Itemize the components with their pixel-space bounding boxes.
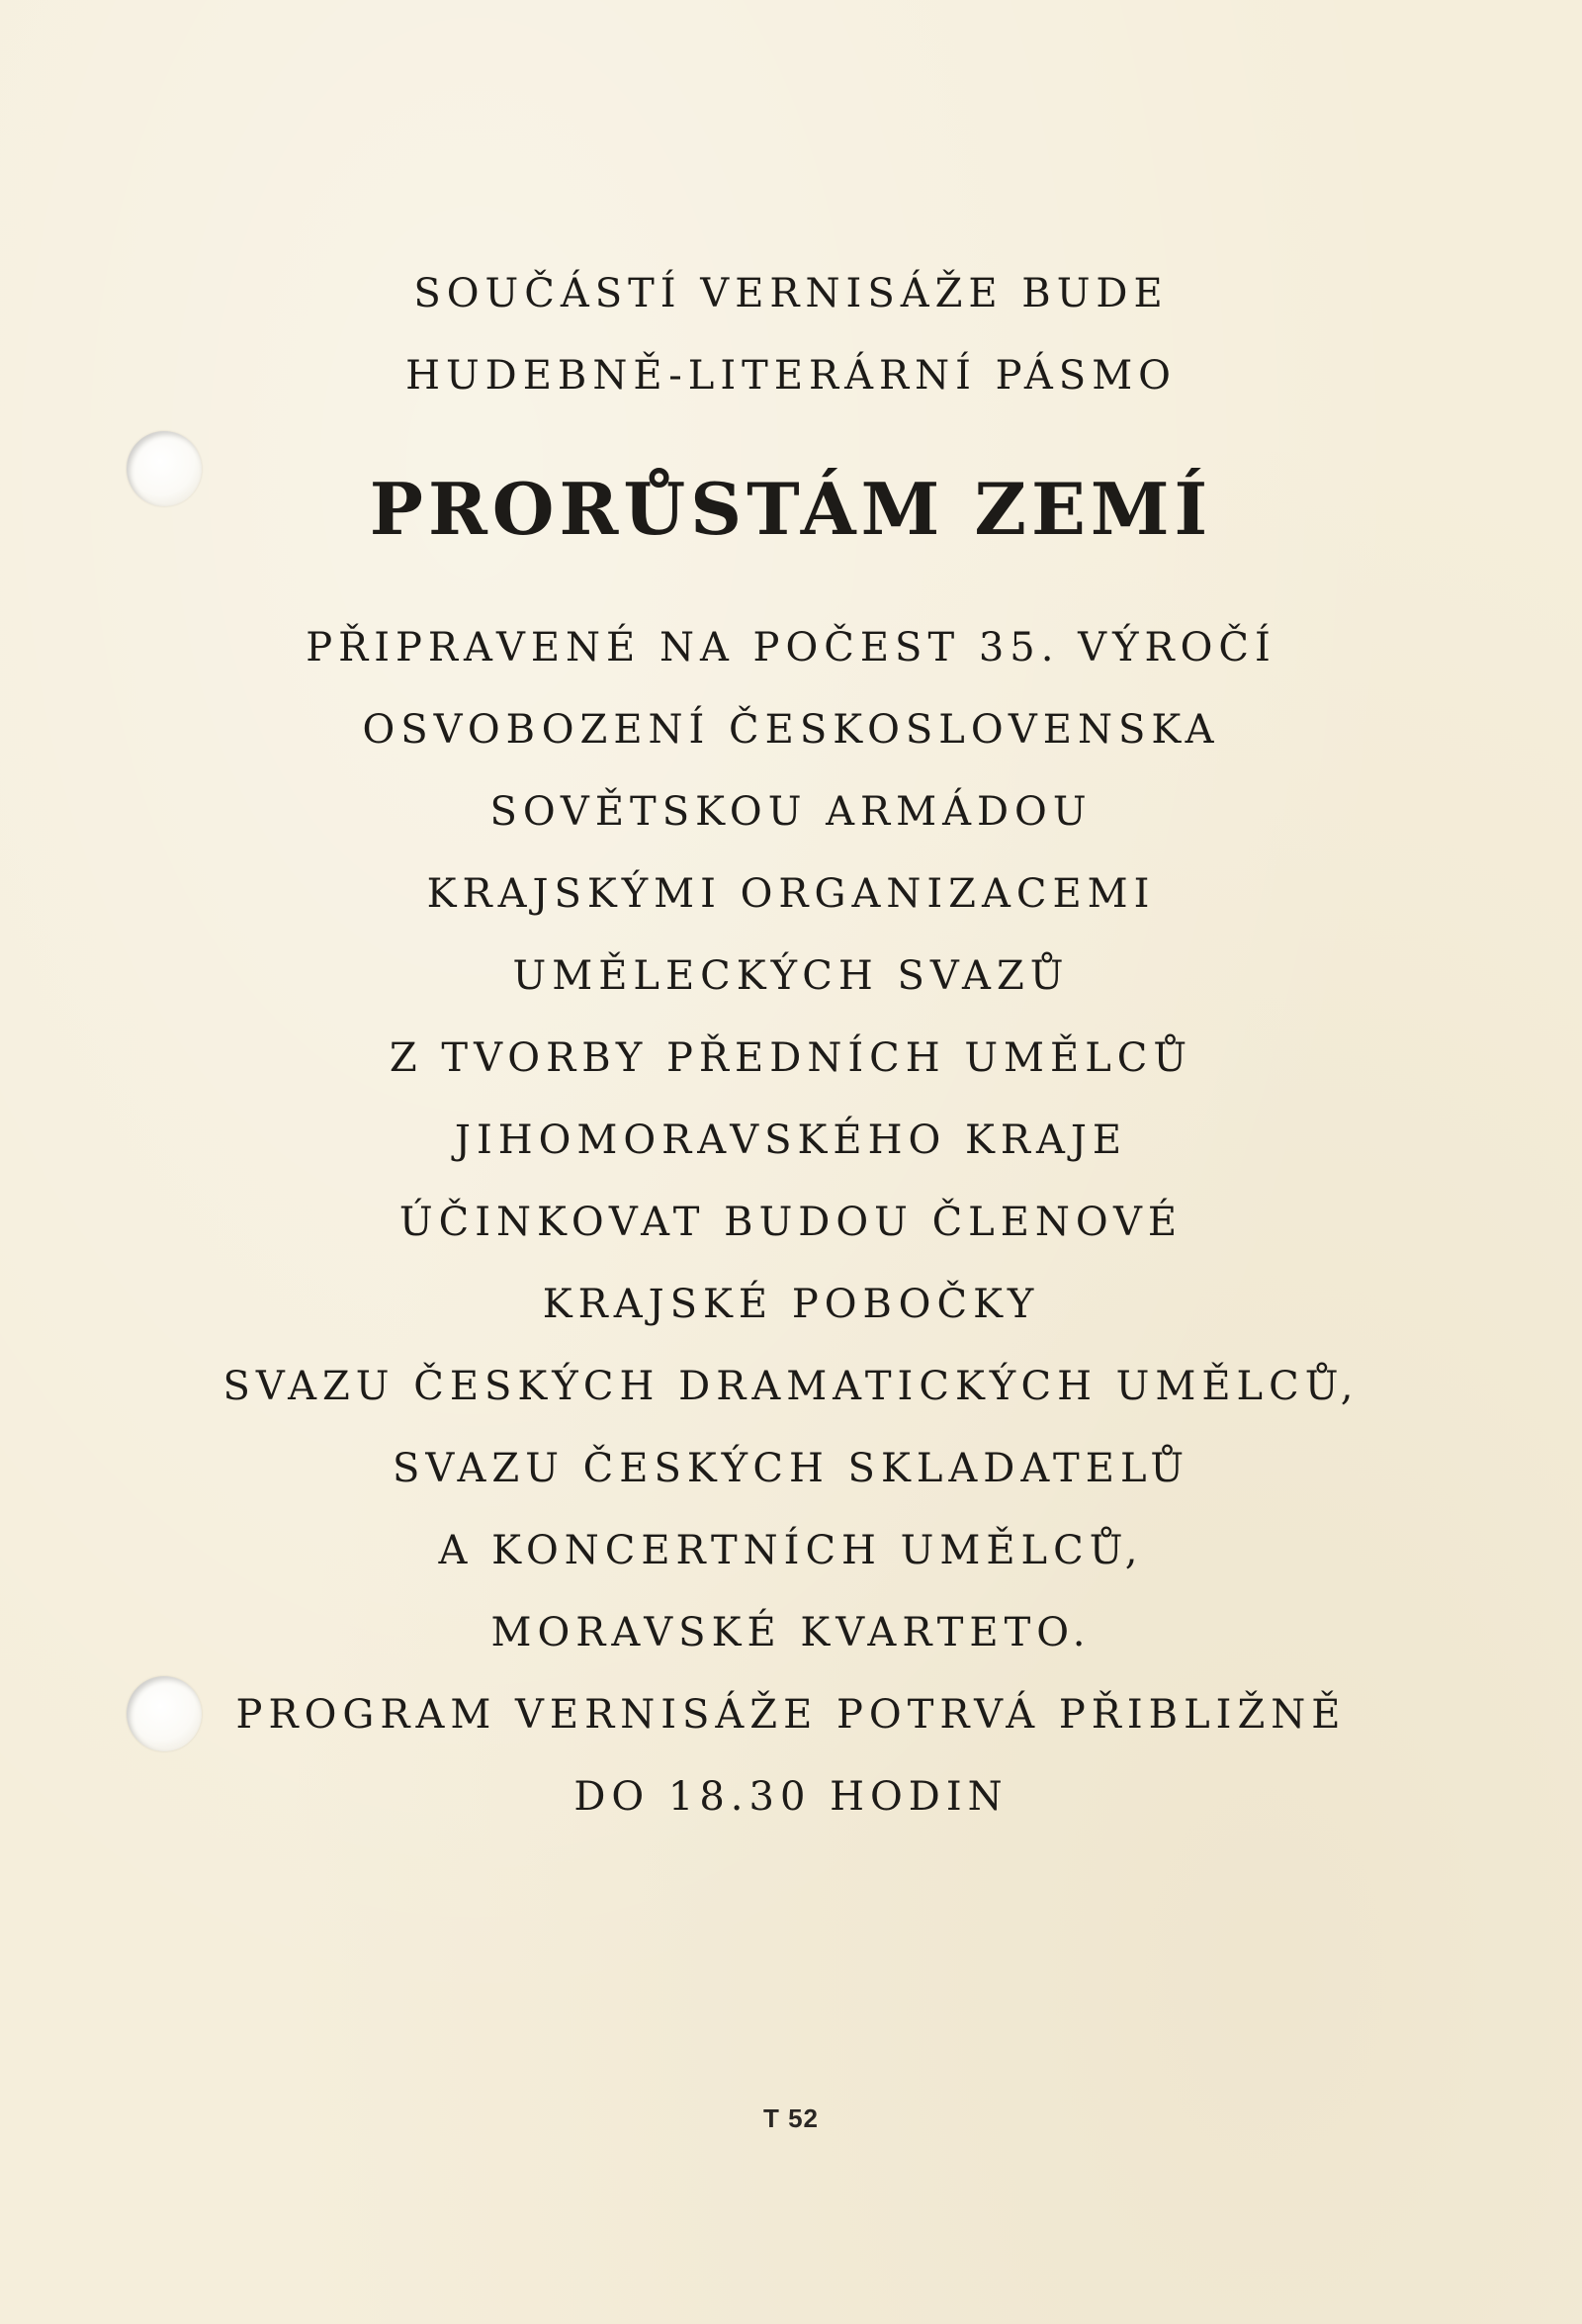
body-line-4: KRAJSKÝMI ORGANIZACEMI: [426, 871, 1156, 917]
body-line-6: Z TVORBY PŘEDNÍCH UMĚLCŮ: [389, 1035, 1193, 1081]
body-line-2: OSVOBOZENÍ ČESKOSLOVENSKA: [362, 707, 1220, 753]
body-line-14: PROGRAM VERNISÁŽE POTRVÁ PŘIBLIŽNĚ: [235, 1692, 1347, 1738]
body-line-13: MORAVSKÉ KVARTETO.: [490, 1610, 1092, 1655]
body-line-8: ÚČINKOVAT BUDOU ČLENOVÉ: [398, 1200, 1184, 1245]
body-line-10: SVAZU ČESKÝCH DRAMATICKÝCH UMĚLCŮ,: [222, 1364, 1360, 1409]
intro-line-2: HUDEBNĚ-LITERÁRNÍ PÁSMO: [405, 353, 1177, 399]
body-line-3: SOVĚTSKOU ARMÁDOU: [489, 789, 1093, 835]
body-line-15: DO 18.30 HODIN: [573, 1774, 1009, 1820]
intro-line-1: SOUČÁSTÍ VERNISÁŽE BUDE: [413, 271, 1169, 316]
page-number: T 52: [762, 2103, 820, 2133]
document-title: PRORŮSTÁM ZEMÍ: [369, 467, 1213, 551]
body-line-12: A KONCERTNÍCH UMĚLCŮ,: [438, 1528, 1144, 1573]
body-line-7: JIHOMORAVSKÉHO KRAJE: [454, 1117, 1128, 1163]
body-line-5: UMĚLECKÝCH SVAZŮ: [512, 953, 1070, 999]
body-line-9: KRAJSKÉ POBOČKY: [542, 1282, 1040, 1327]
body-line-11: SVAZU ČESKÝCH SKLADATELŮ: [392, 1446, 1190, 1491]
body-line-1: PŘIPRAVENÉ NA POČEST 35. VÝROČÍ: [306, 625, 1276, 670]
